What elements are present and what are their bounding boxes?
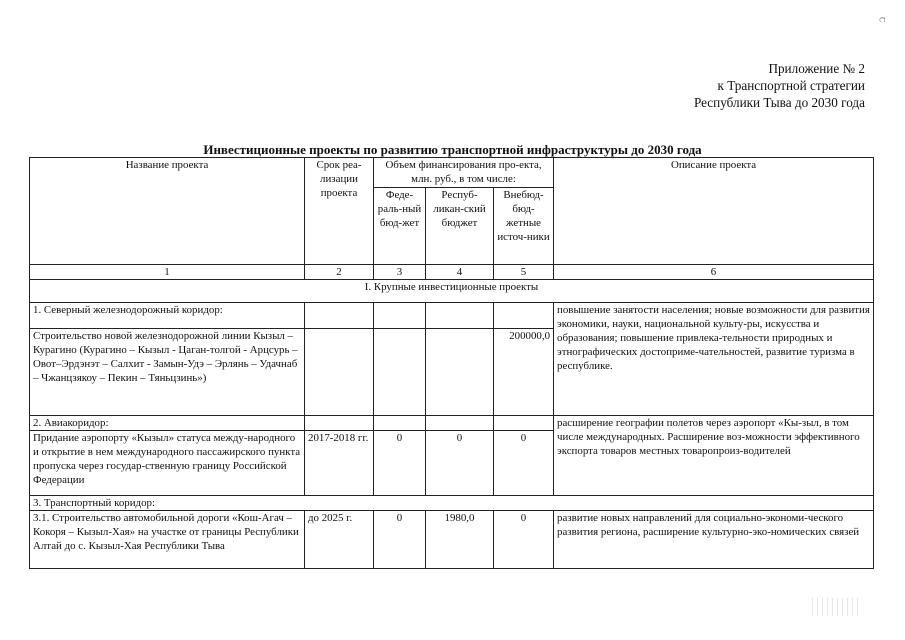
project-name: Придание аэропорту «Кызыл» статуса между-народного и открытие в нем международного пассажирского пункта пропуска через государ-ственную границу Российской Федерации <box>30 431 305 496</box>
project-federal: 0 <box>374 511 426 569</box>
scan-artifact <box>812 598 860 616</box>
project-extrabudget: 0 <box>494 431 554 496</box>
document-title: Инвестиционные проекты по развитию транспортной инфраструктуры до 2030 года <box>203 142 702 157</box>
project-extrabudget: 200000,0 <box>494 329 554 416</box>
column-number: 6 <box>554 265 874 280</box>
projects-table <box>29 157 874 569</box>
project-extrabudget: 0 <box>494 511 554 569</box>
header-federal: Феде-раль-ный бюд-жет <box>374 188 426 265</box>
project-republic: 1980,0 <box>426 511 494 569</box>
column-number: 1 <box>30 265 305 280</box>
group-title: 1. Северный железнодорожный коридор: <box>30 303 305 329</box>
project-description: развитие новых направлений для социально-экономи-ческого развития региона, расширение культурно-эко-номических связей <box>554 511 874 569</box>
project-republic: 0 <box>426 431 494 496</box>
project-federal <box>374 329 426 416</box>
column-number: 2 <box>305 265 374 280</box>
appendix-line-2: к Транспортной стратегии <box>717 78 865 93</box>
project-row <box>30 511 874 569</box>
column-number: 4 <box>426 265 494 280</box>
project-term <box>305 329 374 416</box>
project-description: повышение занятости населения; новые возможности для развития экономики, науки, национальной культу-ры, искусства и образования; повышение привлека-тельности природных и этнографических достоприме-чательностей, развитие туризма в республике. <box>554 303 874 416</box>
project-term: 2017-2018 гг. <box>305 431 374 496</box>
appendix-line-3: Республики Тыва до 2030 года <box>693 95 865 110</box>
project-republic <box>426 329 494 416</box>
header-extrabudget: Внебюд-бюд-жетные источ-ники <box>494 188 554 265</box>
appendix-header <box>694 60 865 111</box>
header-funding: Объем финансирования про-екта, млн. руб., в том числе: <box>374 158 554 188</box>
group-title: 2. Авиакоридор: <box>30 416 305 431</box>
project-term: до 2025 г. <box>305 511 374 569</box>
project-name: Строительство новой железнодорожной линии Кызыл – Курагино (Курагино – Кызыл - Цаган-толгой - Арцсурь – Овот–Эрдэнэт – Салхит - Замын-Удэ – Эрлянь – Удачнаб – Чжанцзякоу – Пекин – Тяньцзинь») <box>30 329 305 416</box>
group-title-row <box>30 303 874 329</box>
section-title: I. Крупные инвестиционные проекты <box>30 280 874 303</box>
header-republic: Респуб-ликан-ский бюджет <box>426 188 494 265</box>
group-title-row <box>30 496 874 511</box>
project-description: расширение географии полетов через аэропорт «Кы-зыл, в том числе международных. Расширение воз-можности эффективного экспорта товаров местных товаропроиз-водителей <box>554 416 874 496</box>
group-title: 3. Транспортный коридор: <box>30 496 874 511</box>
column-number: 3 <box>374 265 426 280</box>
project-name: 3.1. Строительство автомобильной дороги «Кош-Агач – Кокоря – Кызыл-Хая» на участке от границы Республики Алтай до с. Кызыл-Хая Республики Тыва <box>30 511 305 569</box>
header-term: Срок реа-лизации проекта <box>305 158 374 265</box>
column-numbers-row <box>30 265 874 280</box>
scan-margin-mark: ꞇ <box>876 16 888 23</box>
column-number: 5 <box>494 265 554 280</box>
project-federal: 0 <box>374 431 426 496</box>
section-row <box>30 280 874 303</box>
appendix-line-1: Приложение № 2 <box>768 61 865 76</box>
header-row-1 <box>30 158 874 188</box>
header-name: Название проекта <box>30 158 305 265</box>
header-description: Описание проекта <box>554 158 874 265</box>
group-title-row <box>30 416 874 431</box>
